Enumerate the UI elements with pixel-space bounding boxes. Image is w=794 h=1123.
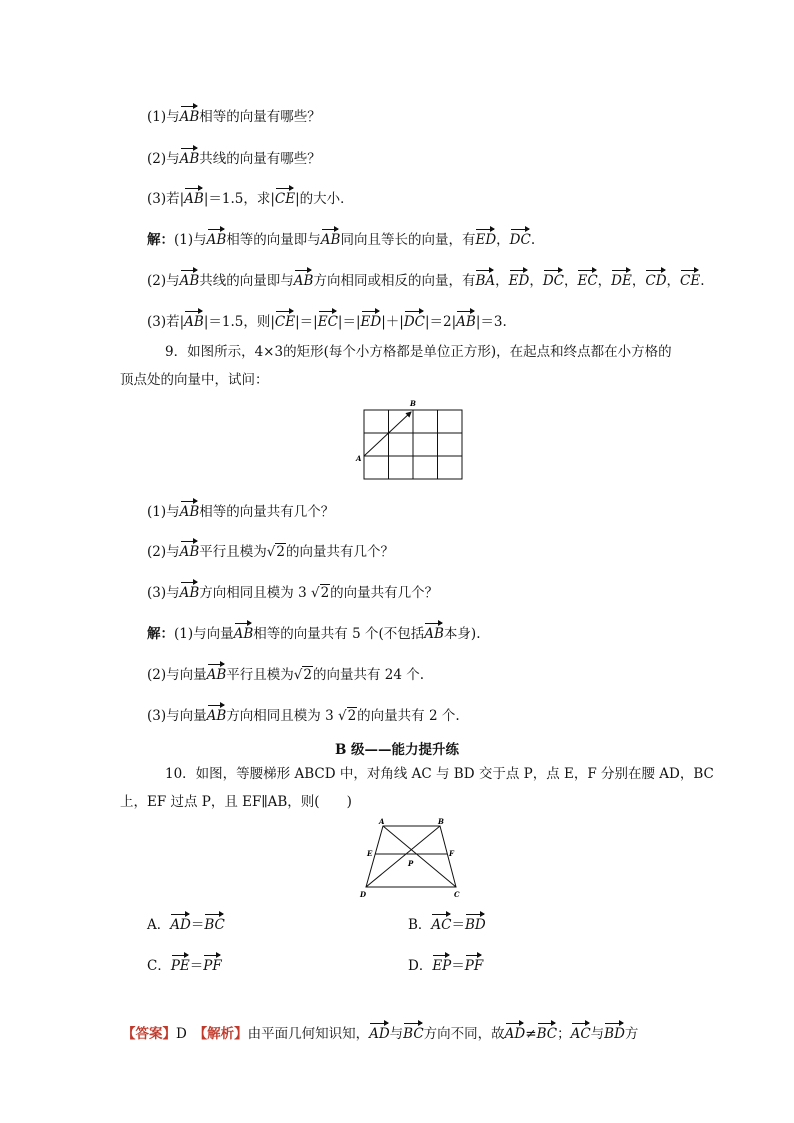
sqrt-symbol: √2 (310, 585, 330, 601)
vector-ab-arrow (364, 412, 411, 456)
sqrt-symbol: √2 (293, 667, 312, 683)
option-c: C．PE＝PF (147, 953, 222, 976)
label-c: C (454, 890, 460, 899)
diagonal-bd (366, 826, 440, 887)
trapezoid-outline (366, 826, 456, 887)
q9-sub3: (3)与AB方向相同且模为 3 √2的向量共有几个？ (147, 580, 438, 603)
section-heading-level-b: B 级——能力提升练 (334, 742, 460, 758)
option-b: B．AC＝BD (408, 912, 486, 935)
label-b: B (410, 399, 416, 408)
q9-sub2: (2)与AB平行且模为√2的向量共有几个？ (147, 539, 394, 562)
option-a: A．AD＝BC (147, 912, 225, 935)
label-a: A (379, 817, 385, 826)
label-p: P (408, 859, 414, 868)
q9-solution-3: (3)与向量AB方向相同且模为 3 √2的向量共有 2 个. (147, 703, 460, 726)
q9-solution-1: 解：(1)与向量AB相等的向量共有 5 个(不包括AB本身). (147, 621, 480, 644)
q9-stem-line2: 顶点处的向量中，试问： (120, 372, 269, 388)
q9-stem-line1: 9．如图所示，4×3的矩形(每个小方格都是单位正方形)，在起点和终点都在小方格的 (165, 344, 672, 360)
q9-grid-figure (352, 398, 470, 482)
q10-stem-line1: 10．如图，等腰梯形 ABCD 中，对角线 AC 与 BD 交于点 P，点 E，F 分别在腰 AD，BC (165, 766, 714, 782)
label-f: F (449, 849, 454, 858)
option-d: D．EP＝PF (408, 953, 483, 976)
q8-sub2: (2)与AB共线的向量有哪些？ (147, 146, 321, 169)
sqrt-symbol: √2 (266, 544, 285, 560)
q8-solution-3: (3)若|AB|＝1.5，则|CE|＝|EC|＝|ED|＋|DC|＝2|AB|＝3. (147, 309, 507, 332)
q8-solution-2: (2)与AB共线的向量即与AB方向相同或相反的向量，有BA，ED，DC，EC，DE，CD，CE. (147, 268, 705, 291)
q9-sub1: (1)与AB相等的向量共有几个？ (147, 499, 334, 522)
q10-stem-line2: 上，EF 过点 P，且 EF∥AB，则( ) (120, 794, 352, 810)
label-b: B (438, 817, 444, 826)
label-e: E (367, 849, 373, 858)
sqrt-symbol: √2 (337, 708, 357, 724)
q8-sub1: (1)与AB相等的向量有哪些？ (147, 104, 321, 127)
answer-value: D (176, 1026, 187, 1042)
q10-trapezoid-figure (356, 814, 468, 900)
label-d: D (360, 890, 367, 899)
q10-answer-analysis: 【答案】D 【解析】由平面几何知识知，AD与BC方向不同，故AD≠BC；AC与BD方 (122, 1021, 638, 1044)
q9-solution-2: (2)与向量AB平行且模为√2的向量共有 24 个. (147, 662, 424, 685)
q8-solution-1: 解：(1)与AB相等的向量即与AB同向且等长的向量，有ED，DC. (147, 227, 535, 250)
diagonal-ac (383, 826, 456, 887)
label-a: A (356, 454, 362, 463)
q8-sub3: (3)若|AB|＝1.5，求|CE|的大小． (147, 186, 354, 209)
